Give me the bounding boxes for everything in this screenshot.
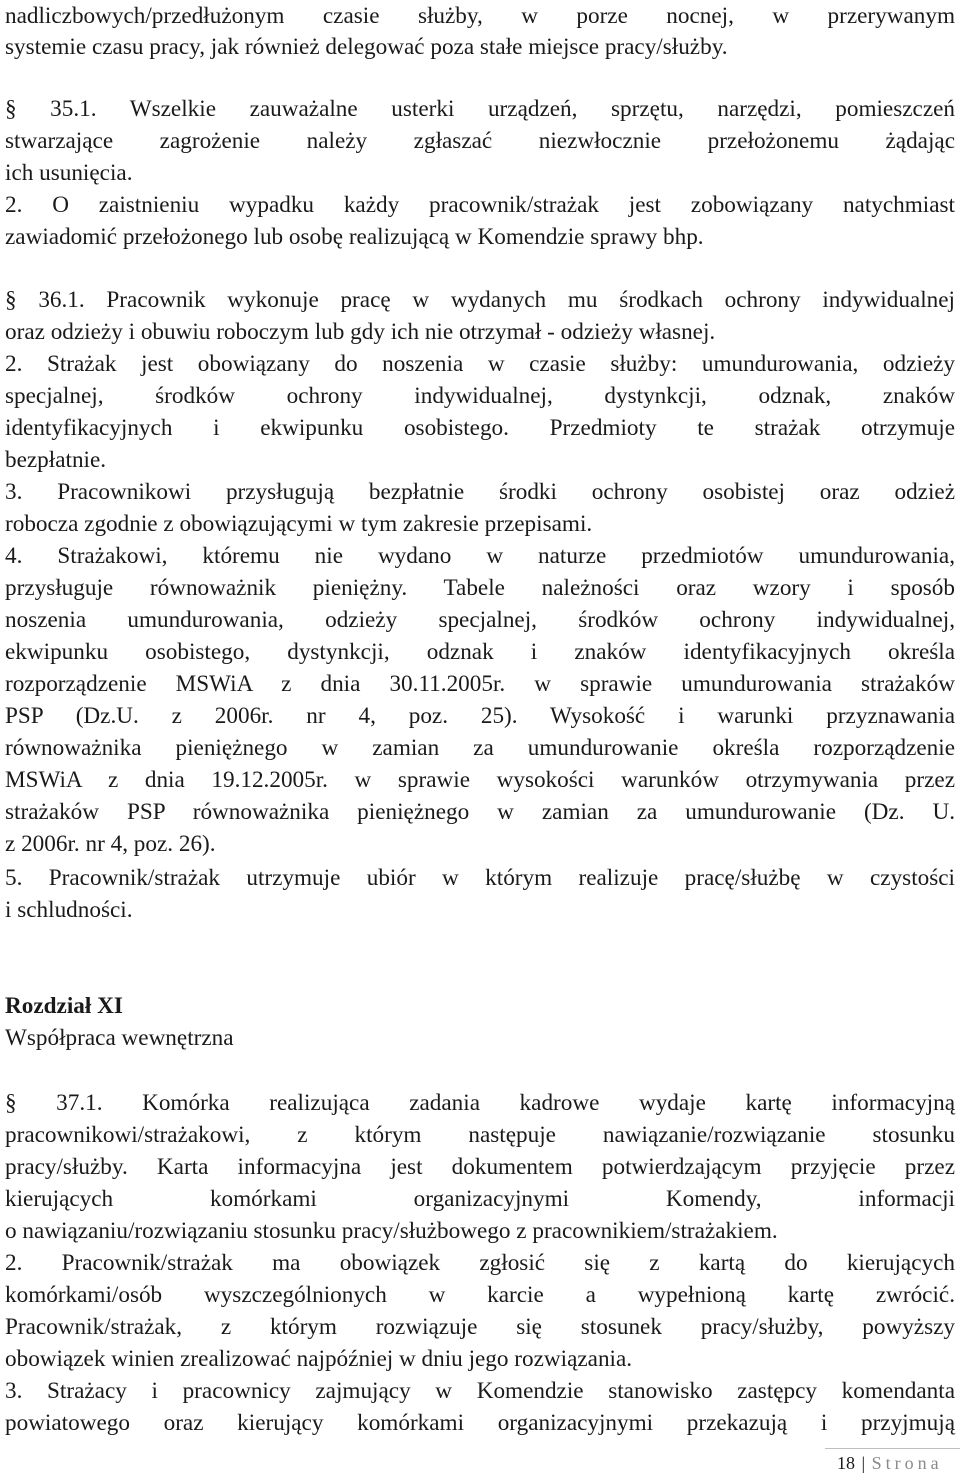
- text-line: Pracownik/strażak, z którym rozwiązuje się stosunek pracy/służby, powyższy: [5, 1314, 955, 1340]
- footer-separator: |: [861, 1453, 866, 1473]
- text-line: równoważnika pieniężnego w zamian za umundurowanie określa rozporządzenie: [5, 735, 955, 761]
- text-line: powiatowego oraz kierujący komórkami organizacyjnymi przekazują i przyjmują: [5, 1410, 955, 1436]
- text-line: strażaków PSP równoważnika pieniężnego w zamian za umundurowanie (Dz. U.: [5, 799, 955, 825]
- text-line: komórkami/osób wyszczególnionych w karcie a wypełnioną kartę zwrócić.: [5, 1282, 955, 1308]
- chapter-title: Współpraca wewnętrzna: [5, 1025, 234, 1051]
- text-line: identyfikacyjnych i ekwipunku osobistego. Przedmioty te strażak otrzymuje: [5, 415, 955, 441]
- text-line: 3. Pracownikowi przysługują bezpłatnie środki ochrony osobistej oraz odzież: [5, 479, 955, 505]
- page-footer: [825, 1448, 960, 1477]
- text-line: pracy/służby. Karta informacyjna jest dokumentem potwierdzającym przyjęcie przez: [5, 1154, 955, 1180]
- text-line: bezpłatnie.: [5, 447, 107, 473]
- page-number: 18: [837, 1453, 855, 1473]
- chapter-heading: Rozdział XI: [5, 993, 123, 1019]
- text-line: przysługuje równoważnik pieniężny. Tabele należności oraz wzory i sposób: [5, 575, 955, 601]
- page-label: Strona: [871, 1453, 943, 1473]
- text-line: zawiadomić przełożonego lub osobę realizującą w Komendzie sprawy bhp.: [5, 224, 704, 250]
- text-line: kierujących komórkami organizacyjnymi Komendy, informacji: [5, 1186, 955, 1212]
- text-line: 2. O zaistnieniu wypadku każdy pracownik/strażak jest zobowiązany natychmiast: [5, 192, 955, 218]
- text-line: o nawiązaniu/rozwiązaniu stosunku pracy/służbowego z pracownikiem/strażakiem.: [5, 1218, 778, 1244]
- paragraph-35-1: § 35.1. Wszelkie zauważalne usterki urządzeń, sprzętu, narzędzi, pomieszczeń: [5, 96, 955, 122]
- text-line: robocza zgodnie z obowiązującymi w tym zakresie przepisami.: [5, 511, 593, 537]
- text-line: nadliczbowych/przedłużonym czasie służby, w porze nocnej, w przerywanym: [5, 3, 955, 29]
- text-line: 4. Strażakowi, któremu nie wydano w naturze przedmiotów umundurowania,: [5, 543, 955, 569]
- text-line: 2. Pracownik/strażak ma obowiązek zgłosić się z kartą do kierujących: [5, 1250, 955, 1276]
- text-line: 3. Strażacy i pracownicy zajmujący w Komendzie stanowisko zastępcy komendanta: [5, 1378, 955, 1404]
- text-line: obowiązek winien zrealizować najpóźniej w dniu jego rozwiązania.: [5, 1346, 633, 1372]
- text-line: noszenia umundurowania, odzieży specjalnej, środków ochrony indywidualnej,: [5, 607, 955, 633]
- text-line: oraz odzieży i obuwiu roboczym lub gdy ich nie otrzymał - odzieży własnej.: [5, 319, 716, 345]
- text-line: MSWiA z dnia 19.12.2005r. w sprawie wysokości warunków otrzymywania przez: [5, 767, 955, 793]
- text-line: rozporządzenie MSWiA z dnia 30.11.2005r. w sprawie umundurowania strażaków: [5, 671, 955, 697]
- text-line: 2. Strażak jest obowiązany do noszenia w czasie służby: umundurowania, odzieży: [5, 351, 955, 377]
- text-line: systemie czasu pracy, jak również delegować poza stałe miejsce pracy/służby.: [5, 34, 728, 60]
- text-line: pracownikowi/strażakowi, z którym następuje nawiązanie/rozwiązanie stosunku: [5, 1122, 955, 1148]
- text-line: 5. Pracownik/strażak utrzymuje ubiór w którym realizuje pracę/służbę w czystości: [5, 865, 955, 891]
- text-line: PSP (Dz.U. z 2006r. nr 4, poz. 25). Wysokość i warunki przyznawania: [5, 703, 955, 729]
- text-line: specjalnej, środków ochrony indywidualnej, dystynkcji, odznak, znaków: [5, 383, 955, 409]
- text-line: i schludności.: [5, 897, 133, 923]
- text-line: ekwipunku osobistego, dystynkcji, odznak i znaków identyfikacyjnych określa: [5, 639, 955, 665]
- text-line: ich usunięcia.: [5, 160, 133, 186]
- text-line: stwarzające zagrożenie należy zgłaszać niezwłocznie przełożonemu żądając: [5, 128, 955, 154]
- paragraph-36-1: § 36.1. Pracownik wykonuje pracę w wydanych mu środkach ochrony indywidualnej: [5, 287, 955, 313]
- text-line: z 2006r. nr 4, poz. 26).: [5, 831, 216, 857]
- paragraph-37-1: § 37.1. Komórka realizująca zadania kadrowe wydaje kartę informacyjną: [5, 1090, 955, 1116]
